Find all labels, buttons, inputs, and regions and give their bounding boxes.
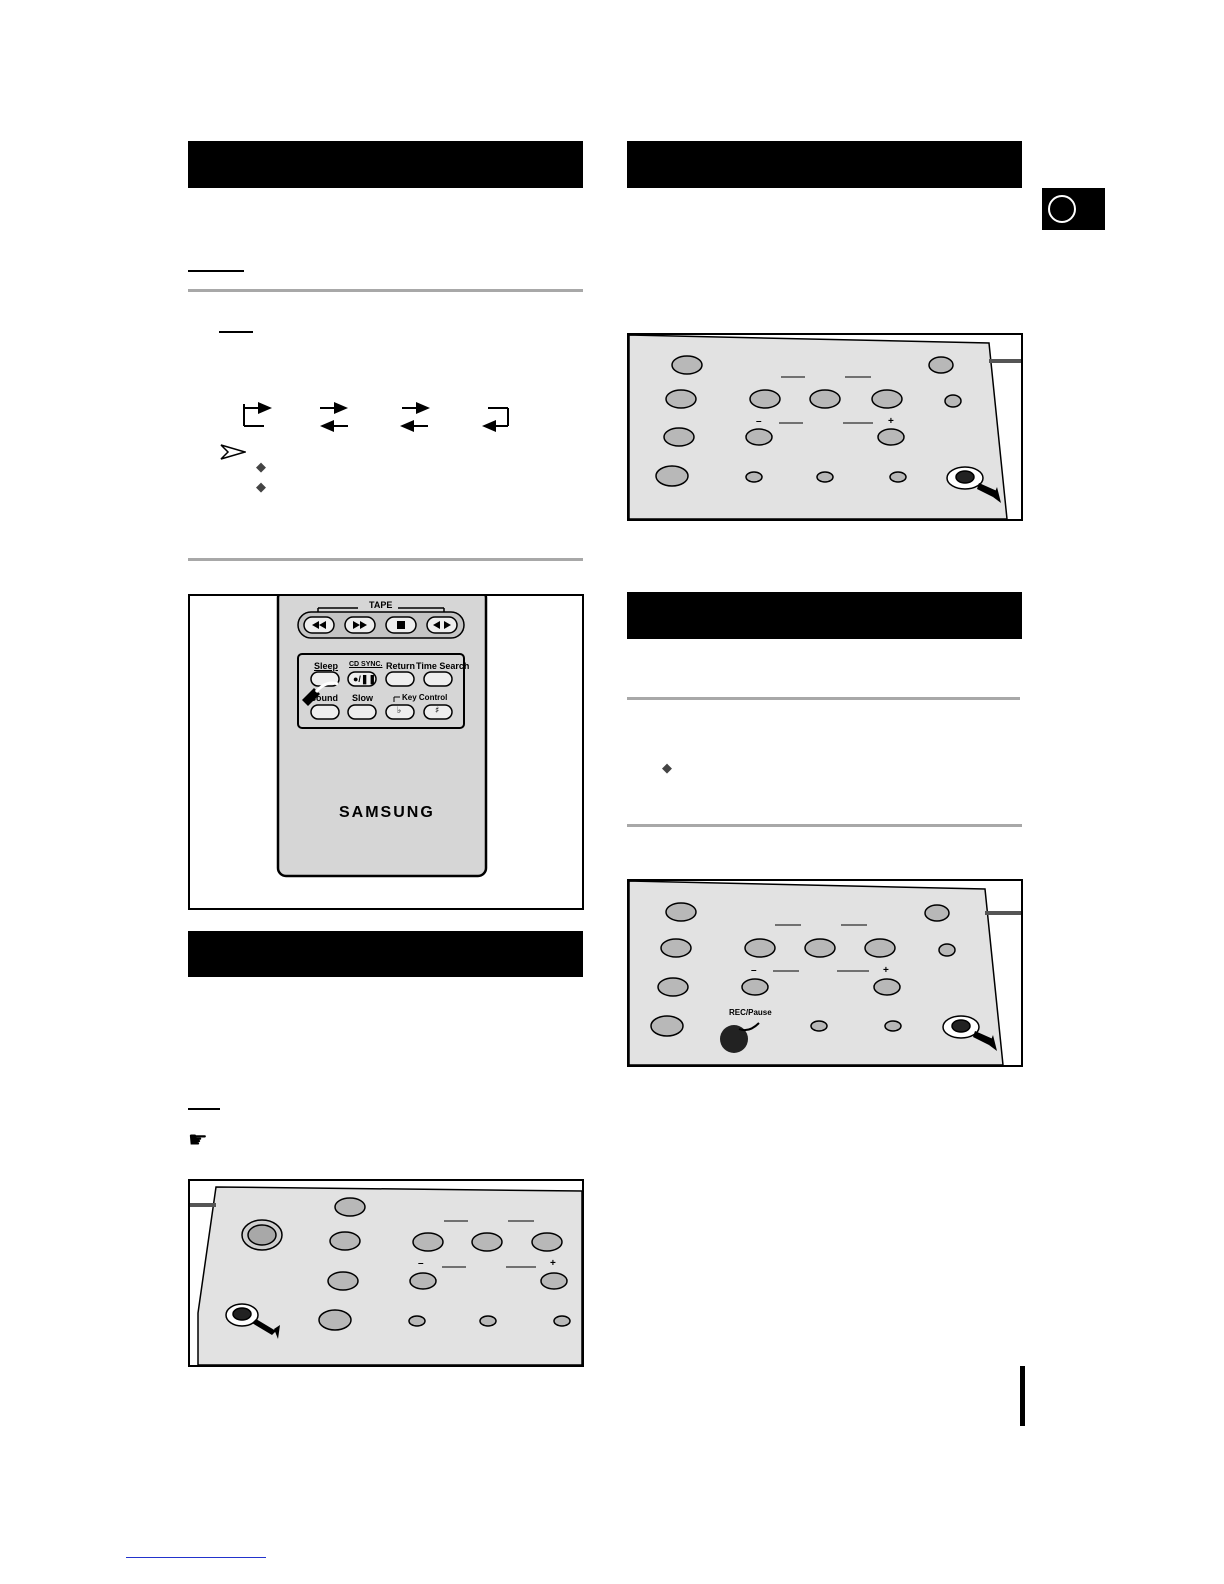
mode-cycle-diagram [236, 398, 516, 434]
underline-step [219, 331, 253, 333]
front-panel-top-right [627, 333, 1023, 521]
hand-pointer-icon: ☛ [188, 1128, 208, 1153]
remote-cd-sync-symbol: ●/❚❚ [353, 674, 377, 684]
section-header-bar-2 [627, 141, 1022, 188]
front-panel-bottom-right [627, 879, 1023, 1067]
language-tab [1042, 188, 1105, 230]
underline-heading-1 [188, 270, 244, 272]
remote-sharp-symbol: ♯ [435, 706, 440, 716]
divider-rule-2 [188, 558, 583, 561]
remote-cd-sync-label: CD SYNC. [349, 661, 383, 668]
divider-rule-1 [188, 289, 583, 292]
panel-bottom-right-plus: + [883, 965, 889, 976]
remote-sleep-label: Sleep [314, 661, 339, 671]
panel-top-right-minus: – [756, 416, 762, 427]
section-header-bar-1 [188, 141, 583, 188]
rec-pause-label: REC/Pause [729, 1008, 772, 1017]
remote-slow-label: Slow [352, 693, 374, 703]
diamond-bullet-icon: ◆ [256, 480, 266, 495]
remote-key-control-label: Key Control [402, 693, 448, 702]
page-edge-bar [1020, 1366, 1025, 1426]
panel-left-minus: – [418, 1258, 424, 1269]
diamond-bullet-icon: ◆ [256, 460, 266, 475]
underline-note [188, 1108, 220, 1110]
divider-rule-4 [627, 824, 1022, 827]
remote-sound-label: Sound [310, 693, 338, 703]
divider-rule-3 [627, 697, 1020, 700]
diamond-bullet-icon: ◆ [662, 761, 672, 776]
language-circle-icon [1048, 195, 1076, 223]
remote-flat-symbol: ♭ [397, 706, 402, 716]
front-panel-left [188, 1179, 584, 1367]
arrow-tip-icon [220, 444, 246, 460]
panel-left-plus: + [550, 1258, 556, 1269]
remote-return-label: Return [386, 661, 415, 671]
remote-tape-label: TAPE [369, 600, 393, 610]
panel-bottom-right-minus: – [751, 965, 757, 976]
remote-time-search-label: Time Search [416, 661, 470, 671]
remote-brand-logo: SAMSUNG [339, 804, 435, 821]
section-header-bar-4 [188, 931, 583, 977]
remote-illustration [188, 594, 584, 910]
bottom-link-underline [126, 1557, 266, 1558]
section-header-bar-3 [627, 592, 1022, 639]
panel-top-right-plus: + [888, 416, 894, 427]
